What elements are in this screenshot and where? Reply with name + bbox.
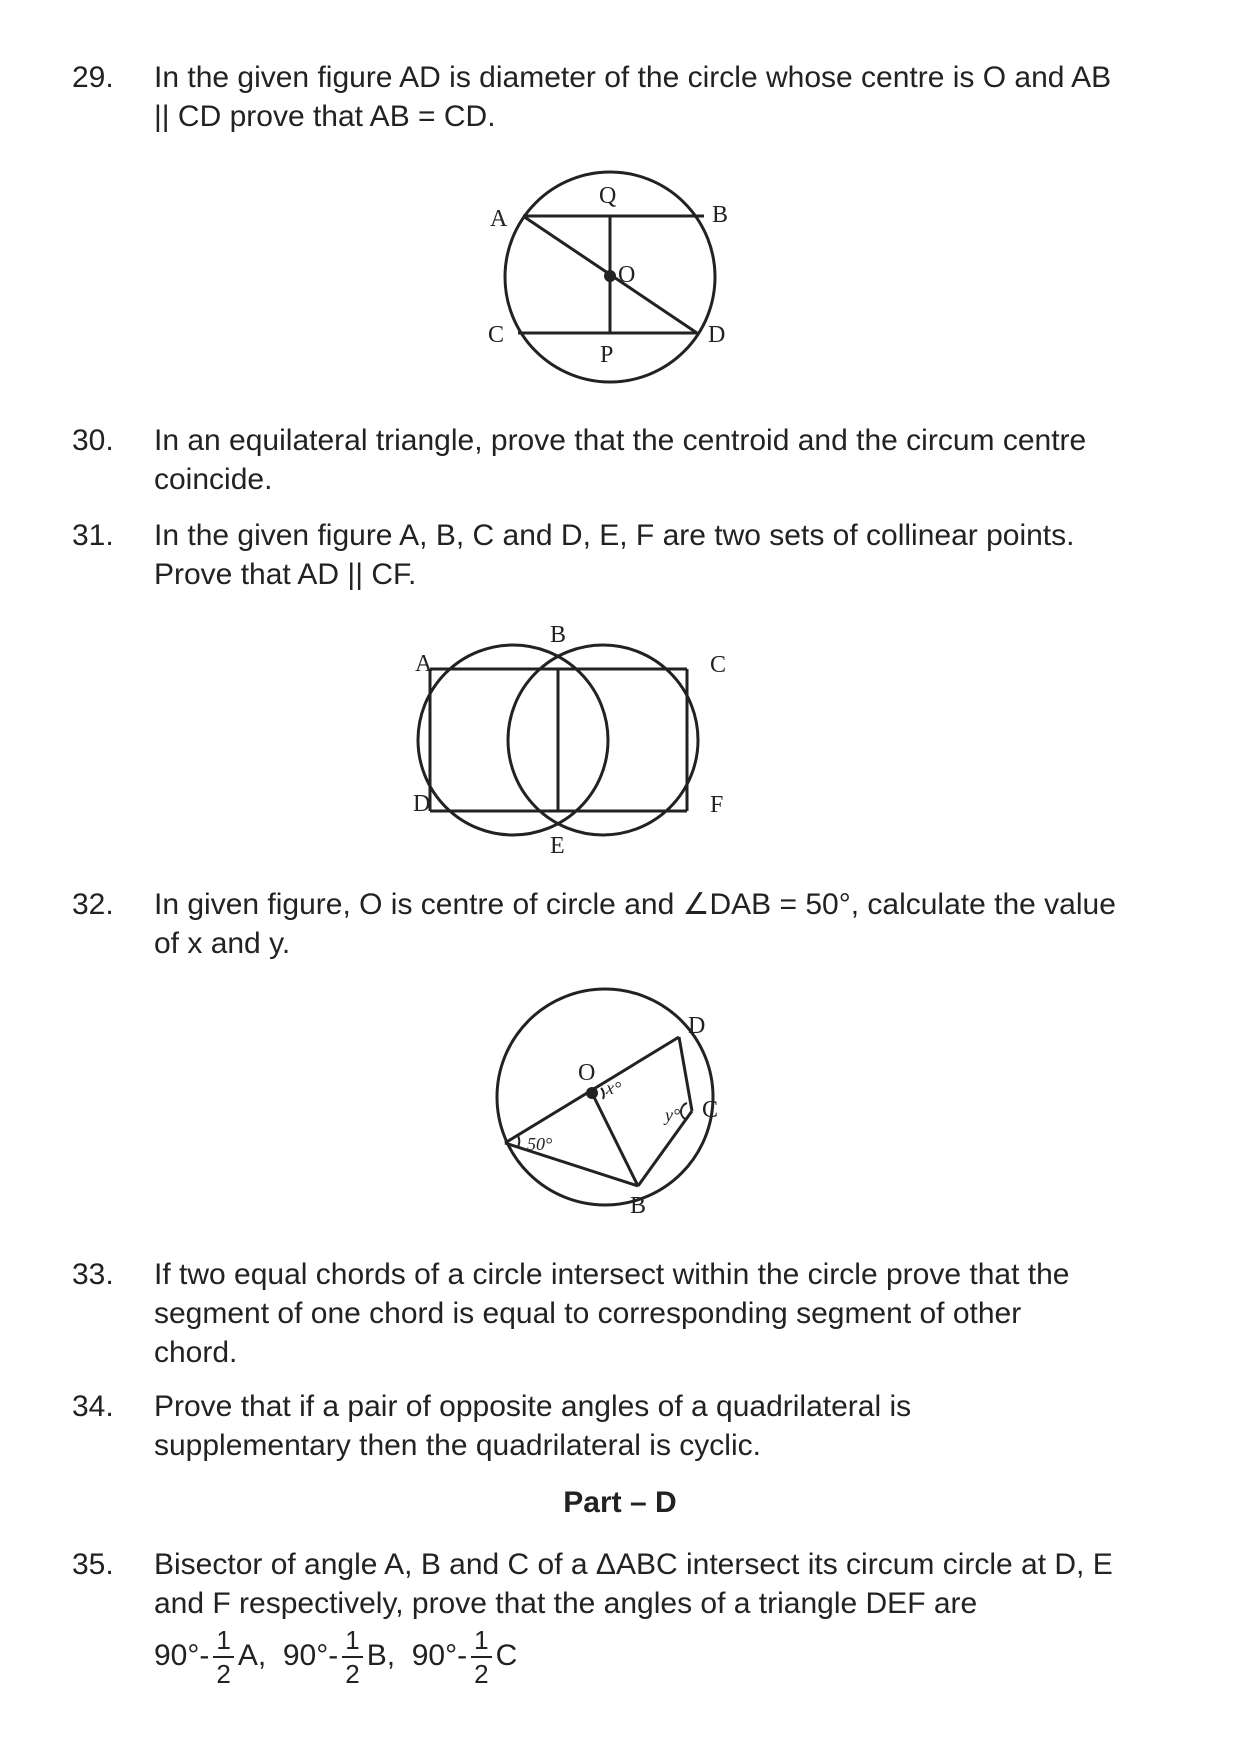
- question-text: In given figure, O is centre of circle and ∠DAB = 50°, calculate the value of x and y.: [154, 888, 1116, 960]
- label-p: P: [600, 342, 614, 368]
- part-heading: Part – D: [563, 1486, 677, 1519]
- question-number: 33.: [72, 1258, 114, 1291]
- label-d: D: [688, 1013, 706, 1039]
- question-34: [72, 1387, 1152, 1465]
- label-c: C: [488, 322, 505, 348]
- question-30: [72, 421, 1152, 499]
- label-50-angle: 50°: [527, 1134, 553, 1154]
- label-c: C: [702, 1097, 719, 1123]
- label-y-angle: y°: [665, 1105, 681, 1125]
- question-number: 30.: [72, 424, 114, 457]
- question-number: 35.: [72, 1548, 114, 1581]
- fraction-half: $\frac{1}{2}$: [342, 1627, 362, 1687]
- question-text: In the given figure AD is diameter of the circle whose centre is O and AB || CD prove that AB = CD.: [154, 61, 1112, 133]
- question-29: [72, 58, 1152, 136]
- label-o: O: [578, 1060, 596, 1086]
- question-33: [72, 1255, 1152, 1372]
- question-31: [72, 516, 1152, 594]
- fraction-half: $\frac{1}{2}$: [213, 1627, 233, 1687]
- fraction-half: $\frac{1}{2}$: [471, 1627, 491, 1687]
- label-o: O: [618, 262, 636, 288]
- label-b: B: [550, 622, 567, 648]
- question-text: Bisector of angle A, B and C of a ΔABC intersect its circum circle at D, E and F respectively, prove that the angles of a triangle DEF are: [154, 1548, 1113, 1620]
- figure-31-intersecting-circles: [395, 615, 835, 865]
- question-32: [72, 885, 1152, 963]
- figure-29-circle-diameter: [460, 160, 770, 410]
- question-text: Prove that if a pair of opposite angles of a quadrilateral is supplementary then the quadrilateral is cyclic.: [154, 1390, 912, 1462]
- angle-formula: 90°- $\frac{1}{2}$ A, 90°- $\frac{1}{2}$ B, 90°- $\frac{1}{2}$ C: [154, 1625, 518, 1689]
- label-d: D: [413, 791, 431, 817]
- label-b: B: [630, 1193, 647, 1215]
- label-a: A: [490, 206, 508, 232]
- label-e: E: [550, 833, 565, 859]
- question-number: 29.: [72, 61, 114, 94]
- label-f: F: [710, 792, 724, 818]
- label-d: D: [708, 322, 726, 348]
- label-a: A: [415, 651, 433, 677]
- question-text: In an equilateral triangle, prove that the centroid and the circum centre coincide.: [154, 424, 1087, 496]
- question-number: 32.: [72, 888, 114, 921]
- label-q: Q: [599, 183, 617, 209]
- question-text: In the given figure A, B, C and D, E, F are two sets of collinear points. Prove that AD || CF.: [154, 519, 1075, 591]
- label-c: C: [710, 652, 727, 678]
- question-text: If two equal chords of a circle intersect within the circle prove that the segment of one chord is equal to corresponding segment of other chord.: [154, 1258, 1070, 1369]
- question-35: [72, 1545, 1152, 1623]
- figure-32-cyclic-quadrilateral: [480, 985, 760, 1215]
- question-number: 34.: [72, 1390, 114, 1423]
- label-b: B: [712, 202, 729, 228]
- question-number: 31.: [72, 519, 114, 552]
- label-x-angle: x°: [606, 1078, 622, 1098]
